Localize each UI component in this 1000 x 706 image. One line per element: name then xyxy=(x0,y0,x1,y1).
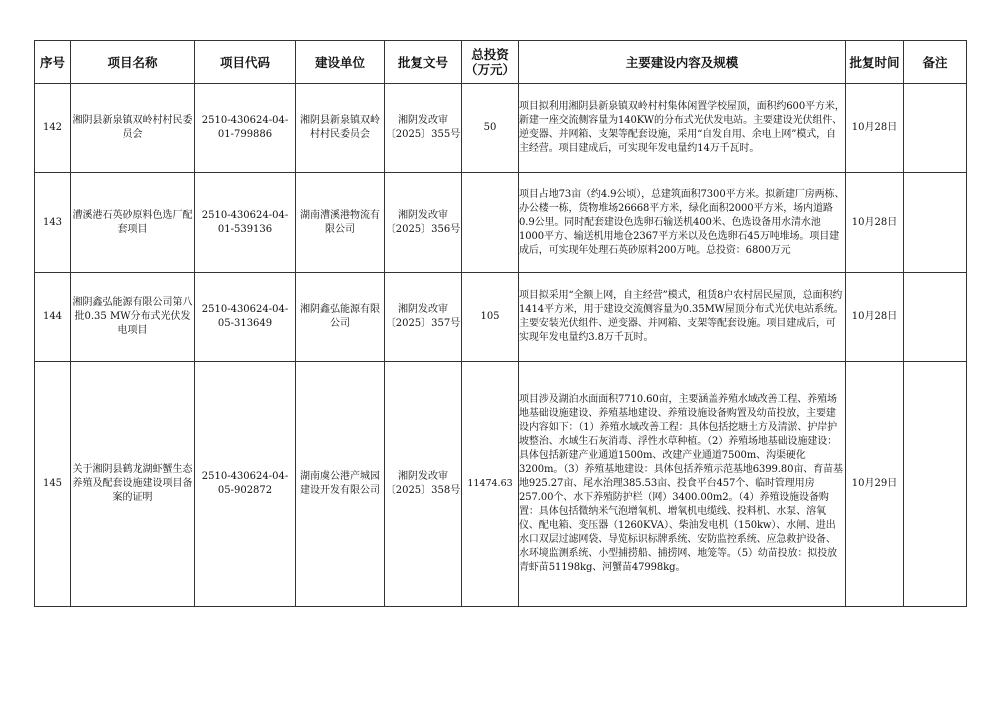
row-seq: 143 xyxy=(35,173,71,273)
row-approval-doc: 湘阴发改审〔2025〕357号 xyxy=(385,273,462,362)
row-construction-unit: 湘阴鑫弘能源有限公司 xyxy=(296,273,385,362)
row-construction-unit: 湖南虞公港产城园建设开发有限公司 xyxy=(296,362,385,607)
row-total-investment: 50 xyxy=(462,84,519,173)
row-project-code: 2510-430624-04-05-313649 xyxy=(195,273,296,362)
row-main-content: 项目占地73亩（约4.9公顷），总建筑面积7300平方米。拟新建厂房两栋、办公楼一栋，货物堆场26668平方米，绿化面积2000平方米，场内道路0.9公里。同时配套建设色选卵石输送机400米、色选设备用水清水池1000平方、输送机用地仓2367平方米以及色选卵石45万吨堆场。项目建成后，可实现年处理石英砂原料200万吨。总投资：6800万元 xyxy=(519,173,846,273)
header-project-name: 项目名称 xyxy=(71,41,195,84)
header-construction-unit: 建设单位 xyxy=(296,41,385,84)
row-approval-date: 10月28日 xyxy=(846,273,904,362)
header-approval-doc: 批复文号 xyxy=(385,41,462,84)
header-total-investment: 总投资 （万元） xyxy=(462,41,519,84)
table-header-row xyxy=(35,41,967,84)
header-note: 备注 xyxy=(904,41,967,84)
row-note xyxy=(904,273,967,362)
row-seq: 145 xyxy=(35,362,71,607)
row-total-investment: 11474.63 xyxy=(462,362,519,607)
header-seq: 序号 xyxy=(35,41,71,84)
row-approval-date: 10月28日 xyxy=(846,173,904,273)
row-main-content: 项目拟利用湘阴县新泉镇双岭村村集体闲置学校屋顶，面积约600平方米，新建一座交流侧容量为140KW的分布式光伏发电站。主要建设光伏组件、逆变器、并网箱、支架等配套设施，采用“自发自用、余电上网”模式，自主经营。项目建成后，可实现年发电量约14万千瓦时。 xyxy=(519,84,846,173)
header-main-content: 主要建设内容及规模 xyxy=(519,41,846,84)
row-approval-doc: 湘阴发改审〔2025〕355号 xyxy=(385,84,462,173)
row-project-code: 2510-430624-04-05-902872 xyxy=(195,362,296,607)
row-seq: 144 xyxy=(35,273,71,362)
row-note xyxy=(904,173,967,273)
row-project-code: 2510-430624-04-01-799886 xyxy=(195,84,296,173)
row-construction-unit: 湘阴县新泉镇双岭村村民委员会 xyxy=(296,84,385,173)
row-seq: 142 xyxy=(35,84,71,173)
table-row xyxy=(35,84,967,173)
table-row xyxy=(35,173,967,273)
row-project-name: 湘阴县新泉镇双岭村村民委员会 xyxy=(71,84,195,173)
row-approval-date: 10月29日 xyxy=(846,362,904,607)
row-project-name: 漕溪港石英砂原料色选厂配套项目 xyxy=(71,173,195,273)
header-project-code: 项目代码 xyxy=(195,41,296,84)
row-project-name: 湘阴鑫弘能源有限公司第八批0.35 MW分布式光伏发电项目 xyxy=(71,273,195,362)
row-approval-date: 10月28日 xyxy=(846,84,904,173)
row-approval-doc: 湘阴发改审〔2025〕356号 xyxy=(385,173,462,273)
row-note xyxy=(904,84,967,173)
table-row xyxy=(35,273,967,362)
row-construction-unit: 湖南漕溪港物流有限公司 xyxy=(296,173,385,273)
row-total-investment xyxy=(462,173,519,273)
table-row xyxy=(35,362,967,607)
row-total-investment: 105 xyxy=(462,273,519,362)
row-project-code: 2510-430624-04-01-539136 xyxy=(195,173,296,273)
header-approval-date: 批复时间 xyxy=(846,41,904,84)
row-project-name: 关于湘阴县鹤龙湖虾蟹生态养殖及配套设施建设项目备案的证明 xyxy=(71,362,195,607)
row-note xyxy=(904,362,967,607)
row-main-content: 项目涉及湖泊水面面积7710.60亩，主要涵盖养殖水域改善工程、养殖场地基础设施建设、养殖基地建设、养殖设施设备购置及幼苗投放，主要建设内容如下：（1）养殖水域改善工程：具体包括挖塘土方及清淤、护岸护坡整治、水域生石灰消毒、浮性水草种植。（2）养殖场地基础设施建设：具体包括新建产业通道1500m、改建产业通道7500m、沟渠硬化3200m。（3）养殖基地建设：具体包括养殖示范基地6399.80亩、育苗基地925.27亩、尾水治理385.53亩、投食平台457个、临时管理用房257.00个、水下养殖防护栏（网）3400.00m2。（4）养殖设施设备购置：具体包括微纳米气泡增氧机、增氧机电缆线、投料机、水泵、溶氧仪、配电箱、变压器（1260KVA）、柴油发电机（150kw）、水闸、进出水口双层过滤网袋、导览标识标牌系统、安防监控系统、应急救护设备、水环境监测系统、小型捕捞船、捕捞网、地笼等。（5）幼苗投放：拟投放青虾苗51198kg、河蟹苗47998kg。 xyxy=(519,362,846,607)
row-main-content: 项目拟采用“全额上网，自主经营”模式，租赁8户农村居民屋顶，总面积约1414平方米，用于建设交流侧容量为0.35MW屋顶分布式光伏电站系统。主要安装光伏组件、逆变器、并网箱、支架等配套设施。项目建成后，可实现年发电量约3.8万千瓦时。 xyxy=(519,273,846,362)
row-approval-doc: 湘阴发改审〔2025〕358号 xyxy=(385,362,462,607)
project-approval-table xyxy=(34,40,967,607)
